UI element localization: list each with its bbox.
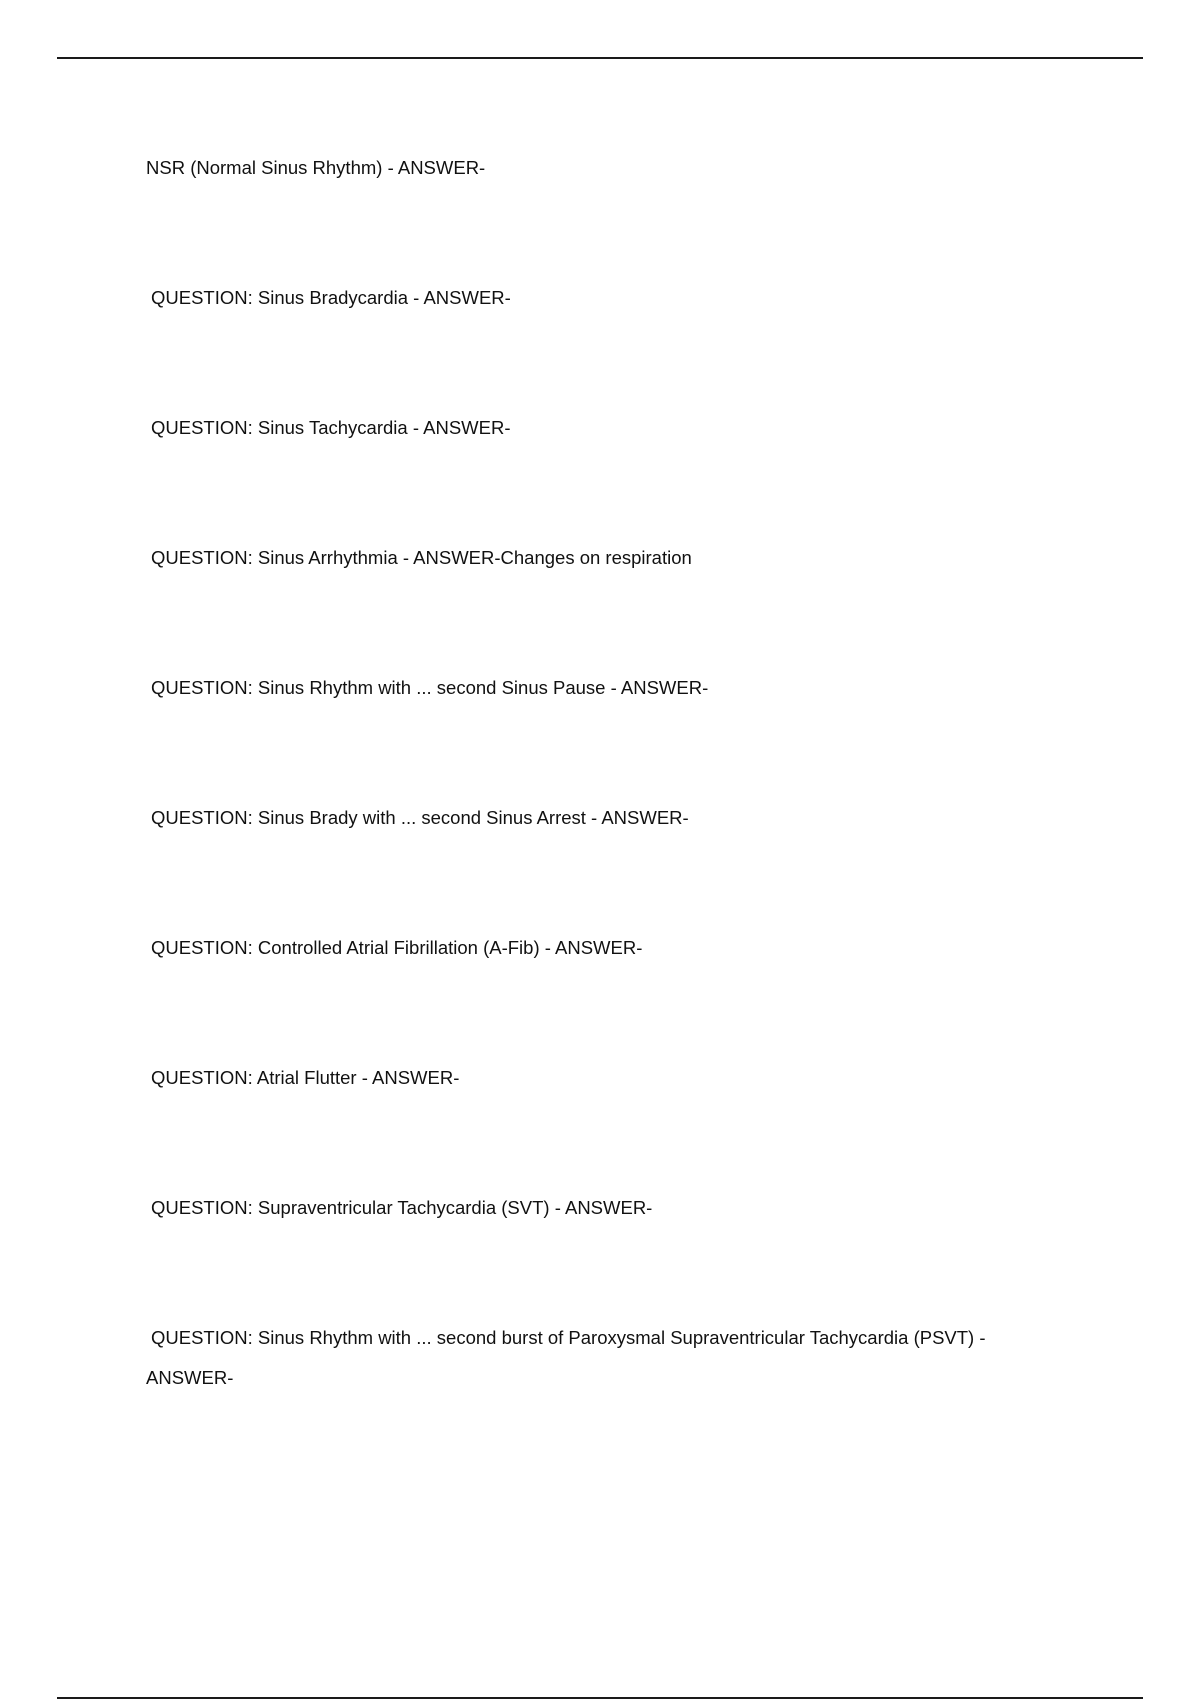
- qa-question-continued: ANSWER-: [146, 1367, 234, 1388]
- qa-item: [146, 798, 1066, 838]
- qa-answer: Changes on respiration: [500, 547, 692, 568]
- qa-item: [146, 928, 1066, 968]
- qa-question: QUESTION: Supraventricular Tachycardia (SVT) - ANSWER-: [151, 1197, 653, 1218]
- qa-question: QUESTION: Atrial Flutter - ANSWER-: [151, 1067, 460, 1088]
- footer-rule: [57, 1697, 1143, 1699]
- qa-item: [146, 538, 1066, 578]
- qa-item: [146, 148, 1066, 188]
- qa-item: [146, 408, 1066, 448]
- qa-item: [146, 278, 1066, 318]
- qa-question: QUESTION: Sinus Rhythm with ... second burst of Paroxysmal Supraventricular Tachycardia (PSVT) -: [151, 1327, 986, 1348]
- qa-question: NSR (Normal Sinus Rhythm) - ANSWER-: [146, 157, 486, 178]
- qa-item: [146, 1188, 1066, 1228]
- qa-item: [146, 668, 1066, 708]
- header-rule: [57, 57, 1143, 59]
- qa-question: QUESTION: Sinus Bradycardia - ANSWER-: [151, 287, 511, 308]
- qa-question: QUESTION: Sinus Arrhythmia - ANSWER-: [151, 547, 501, 568]
- qa-question: QUESTION: Controlled Atrial Fibrillation (A-Fib) - ANSWER-: [151, 937, 643, 958]
- qa-question: QUESTION: Sinus Brady with ... second Sinus Arrest - ANSWER-: [151, 807, 689, 828]
- qa-question: QUESTION: Sinus Tachycardia - ANSWER-: [151, 417, 511, 438]
- qa-item: [146, 1058, 1066, 1098]
- qa-item: [146, 1318, 1066, 1398]
- qa-question: QUESTION: Sinus Rhythm with ... second Sinus Pause - ANSWER-: [151, 677, 709, 698]
